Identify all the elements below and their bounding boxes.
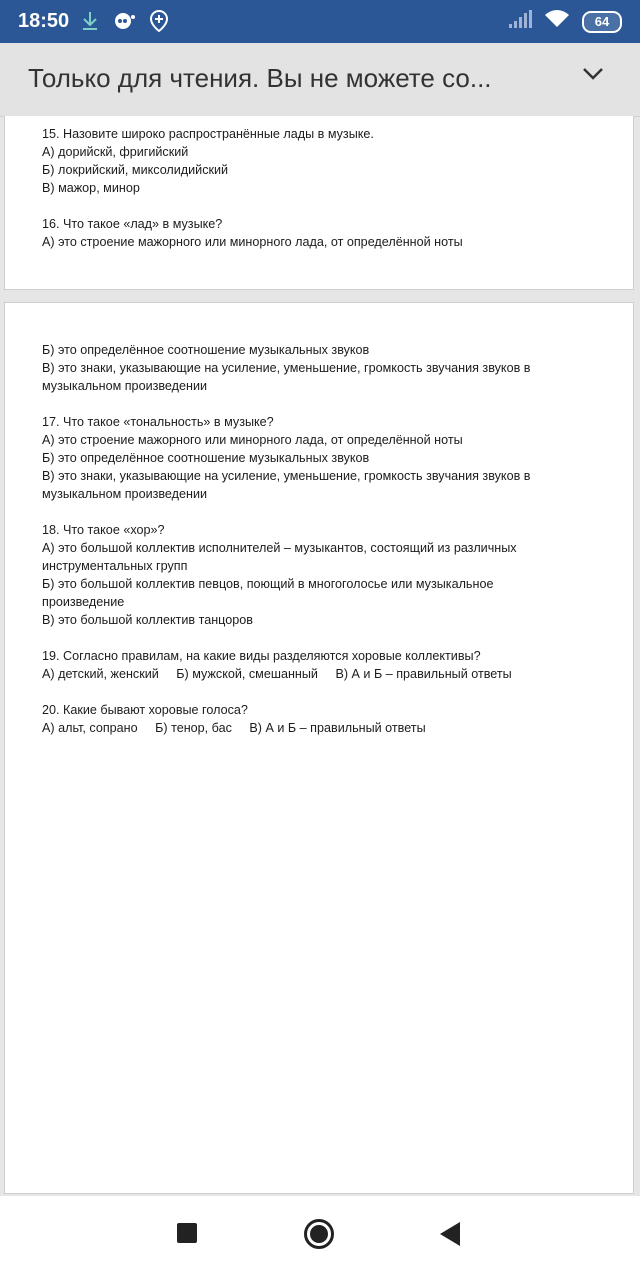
status-time: 18:50 [18,10,70,32]
document-line: 15. Назовите широко распространённые лады в музыке. [42,127,374,141]
paragraph-gap [42,503,602,521]
document-line: В) это знаки, указывающие на усиление, уменьшение, громкость звучания звуков в [42,361,531,375]
document-line: В) это большой коллектив танцоров [42,613,253,627]
document-line: А) дорийскй, фригийский [42,145,189,159]
page1-text [42,125,602,251]
navigation-bar [0,1196,640,1280]
document-line: 16. Что такое «лад» в музыке? [42,217,223,231]
recent-apps-button[interactable] [176,1222,198,1249]
document-line: А) это строение мажорного или минорного лада, от определённой ноты [42,433,463,447]
document-line: А) это строение мажорного или минорного лада, от определённой ноты [42,235,463,249]
status-bar [0,0,640,43]
chevron-down-icon[interactable] [582,67,604,86]
document-line: А) детский, женский Б) мужской, смешанный В) А и Б – правильный ответы [42,667,512,681]
document-page-1 [4,116,634,290]
document-line: А) альт, сопрано Б) тенор, бас В) А и Б – правильный ответы [42,721,426,735]
system-icons [508,9,622,34]
paragraph-gap [42,395,602,413]
document-line: инструментальных групп [42,559,188,573]
paragraph-gap [42,629,602,647]
document-line: Б) локрийский, миксолидийский [42,163,229,177]
document-line: 17. Что такое «тональность» в музыке? [42,415,274,429]
wifi-icon [544,9,570,34]
location-icon [148,9,170,38]
paragraph-gap [42,683,602,701]
home-button[interactable] [303,1218,335,1255]
document-line: произведение [42,595,125,609]
document-line: 18. Что такое «хор»? [42,523,165,537]
read-only-banner[interactable]: Только для чтения. Вы не можете со... [28,63,492,93]
battery-icon: 64 [582,11,622,33]
document-line: А) это большой коллектив исполнителей – музыкантов, состоящий из различных [42,541,517,555]
document-line: музыкальном произведении [42,487,208,501]
document-line: 19. Согласно правилам, на какие виды разделяются хоровые коллективы? [42,649,481,663]
document-line: Б) это определённое соотношение музыкальных звуков [42,451,370,465]
page2-text [42,341,602,737]
document-line: В) это знаки, указывающие на усиление, уменьшение, громкость звучания звуков в [42,469,531,483]
signal-icon [508,9,532,34]
notification-icons [80,9,170,38]
back-button[interactable] [438,1221,462,1252]
app-header [0,43,640,117]
document-line: Б) это большой коллектив певцов, поющий в многоголосье или музыкальное [42,577,494,591]
document-line: Б) это определённое соотношение музыкальных звуков [42,343,370,357]
document-line: музыкальном произведении [42,379,208,393]
document-line: В) мажор, минор [42,181,140,195]
download-icon [80,10,100,37]
document-line: 20. Какие бывают хоровые голоса? [42,703,248,717]
document-page-2 [4,302,634,1194]
messenger-icon [112,10,136,37]
paragraph-gap [42,197,602,215]
